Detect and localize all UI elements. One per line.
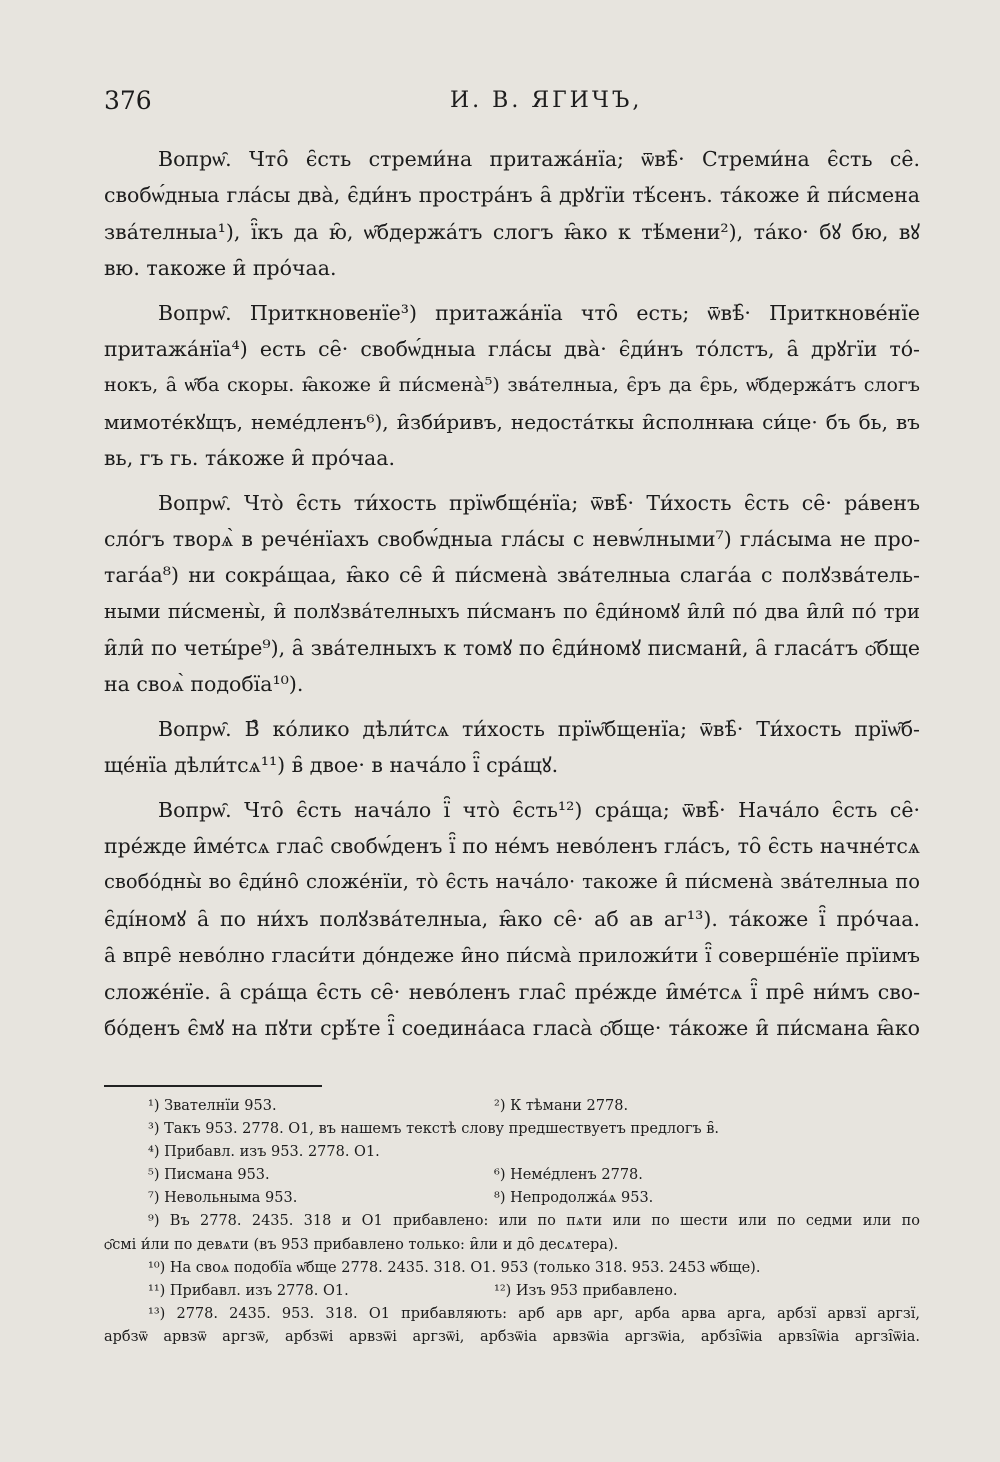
text-line: тага́а⁸) ни сокра́щаа, ꙗ̑ко се̑ и̑ пи́смена̀ зва́телныа слага́а с полꙋзва́тель- <box>104 563 920 588</box>
footnote: ⁵) Писмана 953. <box>148 1167 270 1184</box>
footnote: ¹) Звателнїи 953. <box>148 1098 277 1114</box>
footnote-continuation: арбзѿ арвзѿ аргзѿ, арбзѿі арвзѿі аргзѿі, арбзѿіа арвзѿіа аргзѿіа, арбзі̑ѿіа арвзі̑ѿіа аргзі̑ѿіа. <box>104 1328 920 1345</box>
footnote: ⁹) Въ 2778. 2435. 318 и О1 прибавлено: или по пѧти или по шести или по седми или по <box>148 1213 920 1230</box>
text-line: свобо́дны̀ во є̑ди́но̑ сложе́нїи, то̀ є̑сть нача́ло· такоже и̑ пи́смена̀ зва́телныа по <box>104 870 920 894</box>
text-line: притажа́нїа⁴) есть се̑· свобѡ́дныа гла́сы два̀· є̑ди́нъ то́лстъ, а̑ дрꙋгїи то́- <box>104 336 920 361</box>
footnote: ³) Такъ 953. 2778. О1, въ нашемъ текстѣ слову предшествуетъ предлогъ в̑. <box>148 1121 720 1138</box>
footnote-divider <box>104 1085 322 1087</box>
main-text <box>104 141 920 1046</box>
text-line: свобѡ́дныа гла́сы два̀, є̑ди́нъ простра́нъ а̑ дрꙋгїи тѣ́сенъ. та́коже и̑ пи́смена <box>104 183 920 208</box>
footnote: ⁸) Непродолжа́ѧ 953. <box>494 1190 654 1207</box>
text-line: и̑ли̑ по четы́ре⁹), а̑ зва́телныхъ к томꙋ по є̑ди́номꙋ писмани̑, а̑ гласа́тъ ѻ̑бще <box>104 636 920 661</box>
text-line: на своѧ̀ подобїа¹⁰). <box>104 672 304 697</box>
text-line: бо́денъ є̑мꙋ на пꙋти срѣ́те ї̑ соедина́аса гласа̀ ѻ̑бще· та́коже и̑ пи́смана ꙗ̑ко <box>104 1015 920 1040</box>
text-line: зва́телныа¹), ї̑къ да ю̑, ѡ̑бдержа́тъ слогъ ꙗ̑ко к тѣ́мени²), та́ко· бꙋ бю, вꙋ <box>104 219 920 244</box>
text-line: Вопрѡ̑. Что̑ є̑сть стреми́на притажа́нїа; ѿвѣ̑· Стреми́на є̑сть се̑. <box>158 147 920 171</box>
text-line: Вопрѡ̑. В̑ ко́лико дѣли́тсѧ ти́хость прїѡ̑бщенїа; ѿвѣ̑· Ти́хость прїѡ̑б- <box>158 716 920 741</box>
footnotes <box>104 1095 920 1349</box>
text-line: пре́жде и̑ме́тсѧ глас̑ свобѡ́денъ ї̑ по не́мъ нево́ленъ гла́съ, то̑ є̑сть начне́тсѧ <box>104 834 920 859</box>
footnote: ¹³) 2778. 2435. 953. 318. О1 прибавляють: арб арв арг, арба арва арга, арбзї арвзї аргзї, <box>148 1305 920 1322</box>
text-line: є̑ді́номꙋ а̑ по ни́хъ полꙋзва́телныа, ꙗ̑ко се̑· аб ав аг¹³). та́коже ї̑ про́чаа. <box>104 906 920 931</box>
footnote: ⁴) Прибавл. изъ 953. 2778. О1. <box>148 1144 380 1161</box>
footnote-continuation: ѻ̑смі и́ли по девѧти (въ 953 прибавлено только: и̑ли и до̑ десѧтера). <box>104 1236 619 1253</box>
text-line: сло́гъ творѧ̀ в рече́нїахъ свобѡ́дныа гла́сы с невѡ́лными⁷) гла́сыма не про- <box>104 526 920 551</box>
text-line: вю. такоже и̑ про́чаа. <box>104 256 337 281</box>
footnote: ¹¹) Прибавл. изъ 2778. О1. <box>148 1282 349 1299</box>
text-line: нокъ, а̑ ѡ̑ба скоры. ꙗ̑коже и̑ пи́смена̀⁵) зва́телныа, є̑ръ да є̑рь, ѡ̑бдержа́тъ слогъ <box>104 374 920 397</box>
text-line: сложе́нїе. а̑ сра́ща є̑сть се̑· нево́ленъ глас̑ пре́жде и̑ме́тсѧ ї̑ пре̑ ни́мъ сво- <box>104 979 920 1004</box>
page-number: 376 <box>104 86 152 115</box>
footnote: ¹²) Изъ 953 прибавлено. <box>494 1282 678 1299</box>
text-line: Вопрѡ̑. Приткновенїе³) притажа́нїа что̑ есть; ѿвѣ̑· Приткнове́нїе <box>158 300 920 325</box>
footnote: ⁷) Невольныма 953. <box>148 1190 298 1207</box>
footnote: ⁶) Неме́дленъ 2778. <box>494 1167 643 1184</box>
page-header <box>104 86 924 126</box>
footnote: ¹⁰) На своѧ подобїа ѡ̑бще 2778. 2435. 318. О1. 953 (только 318. 953. 2453 ѡ̑бще). <box>148 1259 761 1276</box>
footnote: ²) К тѣмани 2778. <box>494 1098 629 1114</box>
text-line: мимоте́кꙋщъ, неме́дленъ⁶), и̑зби́ривъ, недоста́ткы и̑сполнꙗꙗ си́це· бъ бь, въ <box>104 409 920 434</box>
text-line: вь, гъ гь. та́коже и̑ про́чаа. <box>104 446 396 471</box>
text-line: ще́нїа дѣли́тсѧ¹¹) в̑ двое· в нача́ло ї̑ сра́щꙋ. <box>104 753 559 778</box>
text-line: ными пи́смены̀, и̑ полꙋзва́телныхъ пи́сманъ по є̑ди́номꙋ и̑ли̑ по́ два и̑ли̑ по́ три <box>104 599 920 623</box>
running-head: И. В. ЯГИЧЪ, <box>450 88 643 113</box>
text-line: Вопрѡ̑. Что̑ є̑сть нача́ло ї̑ что̀ є̑сть¹²) сра́ща; ѿвѣ̑· Нача́ло є̑сть се̑· <box>158 797 920 822</box>
text-line: Вопрѡ̑. Что̀ є̑сть ти́хость прїѡбще́нїа; ѿвѣ̑· Ти́хость є̑сть се̑· ра́венъ <box>158 490 920 515</box>
text-line: а̑ впре̑ нево́лно гласи́ти до́ндеже и̑но пи́сма̀ приложи́ти ї̑ соверше́нїе прїимъ <box>104 943 920 968</box>
